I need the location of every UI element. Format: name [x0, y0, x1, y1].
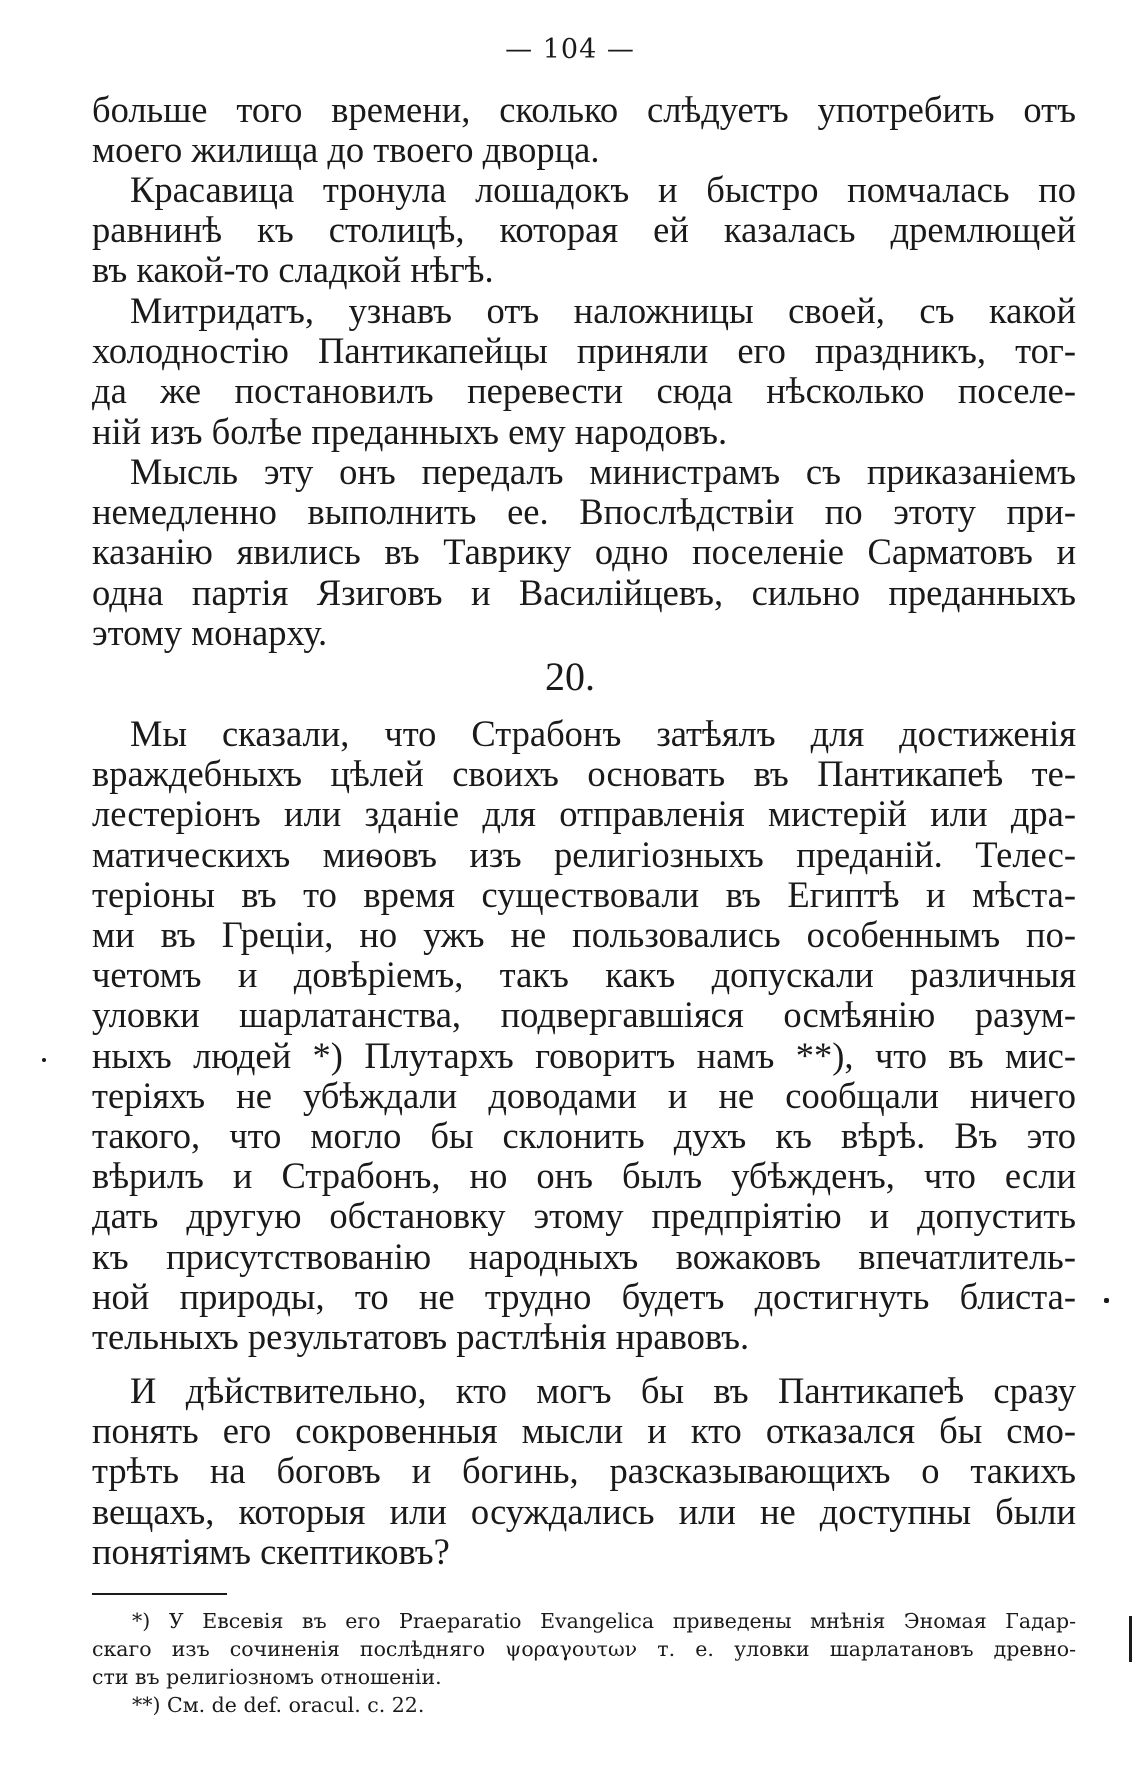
- text-line: И дѣйствительно, кто могъ бы въ Пантикапеѣ сразу: [130, 1370, 1076, 1411]
- text-line: Митридатъ, узнавъ отъ наложницы своей, съ какой: [130, 290, 1076, 331]
- text-line: ній изъ болѣе преданныхъ ему народовъ.: [92, 410, 728, 452]
- text-line: ныхъ людей *) Плутархъ говоритъ намъ **), что въ мис-: [92, 1034, 1076, 1076]
- footnote-line: *) У Евсевія въ его Praeparatio Evangelica приведены мнѣнія Эномая Гадар-: [132, 1609, 1076, 1633]
- text-line: холодностію Пантикапейцы приняли его праздникъ, тог-: [92, 330, 1076, 372]
- scan-speck: [42, 1058, 46, 1062]
- text-line: этому монарху.: [92, 611, 328, 653]
- footnote-line: **) См. de def. oracul. c. 22.: [132, 1693, 425, 1717]
- text-line: трѣть на боговъ и богинь, разсказывающихъ о такихъ: [92, 1450, 1076, 1492]
- scan-speck: [1104, 1298, 1109, 1303]
- text-line: Мы сказали, что Страбонъ затѣялъ для достиженія: [130, 713, 1076, 754]
- text-line: такого, что могло бы склонить духъ къ вѣрѣ. Въ это: [92, 1115, 1076, 1157]
- text-line: уловки шарлатанства, подвергавшіяся осмѣянію разум-: [92, 994, 1076, 1036]
- page-number: — 104 —: [505, 34, 635, 65]
- text-line: матическихъ миѳовъ изъ религіозныхъ преданій. Телес-: [92, 833, 1076, 875]
- paragraph-3: [92, 291, 1076, 452]
- text-line: немедленно выполнить ее. Впослѣдствіи по этоту при-: [92, 491, 1076, 533]
- footnote-divider: [92, 1593, 227, 1595]
- text-line: теріоны въ то время существовали въ Египтѣ и мѣста-: [92, 873, 1076, 915]
- text-line: дать другую обстановку этому предпріятію и допустить: [92, 1195, 1076, 1237]
- text-line: тельныхъ результатовъ растлѣнія нравовъ.: [92, 1316, 750, 1358]
- footnote-line: сти въ религіозномъ отношеніи.: [92, 1665, 442, 1689]
- text-line: понять его сокровенныя мысли и кто отказался бы смо-: [92, 1410, 1076, 1452]
- text-line: вещахъ, которыя или осуждались или не доступны были: [92, 1490, 1076, 1532]
- section-paragraph-2: [92, 1371, 1076, 1572]
- text-line: лестеріонъ или зданіе для отправленія мистерій или дра-: [92, 793, 1076, 835]
- text-line: ми въ Греціи, но ужъ не пользовались особеннымъ по-: [92, 914, 1076, 956]
- text-line: теріяхъ не убѣждали доводами и не сообщали ничего: [92, 1074, 1076, 1116]
- text-line: вѣрилъ и Страбонъ, но онъ былъ убѣжденъ, что если: [92, 1155, 1076, 1197]
- text-line: да же постановилъ перевести сюда нѣсколько поселе-: [92, 370, 1076, 412]
- text-line: ной природы, то не трудно будетъ достигнуть блиста-: [92, 1275, 1076, 1317]
- section-number: 20.: [545, 654, 595, 699]
- section-paragraph-1: [92, 714, 1076, 1357]
- footnote-line: скаго изъ сочиненія послѣдняго ψοραγουτων т. е. уловки шарлатановъ древно-: [92, 1637, 1076, 1661]
- scan-edge-mark: [1129, 1616, 1132, 1662]
- text-line: понятіямъ скептиковъ?: [92, 1530, 450, 1572]
- text-line: моего жилища до твоего дворца.: [92, 129, 600, 171]
- text-line: казанію явились въ Таврику одно поселеніе Сарматовъ и: [92, 531, 1076, 573]
- text-line: въ какой-то сладкой нѣгѣ.: [92, 249, 494, 291]
- text-line: Мысль эту онъ передалъ министрамъ съ приказаніемъ: [130, 451, 1076, 492]
- text-line: четомъ и довѣріемъ, такъ какъ допускали различныя: [92, 954, 1076, 996]
- paragraph-2: [92, 170, 1076, 291]
- paragraph-1: [92, 90, 1076, 170]
- text-line: Красавица тронула лошадокъ и быстро помчалась по: [130, 169, 1076, 210]
- text-line: равнинѣ къ столицѣ, которая ей казалась дремлющей: [92, 209, 1076, 251]
- text-line: къ присутствованію народныхъ вожаковъ впечатлитель-: [92, 1235, 1076, 1277]
- text-line: больше того времени, сколько слѣдуетъ употребить отъ: [92, 89, 1076, 130]
- text-line: враждебныхъ цѣлей своихъ основать въ Пантикапеѣ те-: [92, 753, 1076, 795]
- text-line: одна партія Язиговъ и Василійцевъ, сильно преданныхъ: [92, 571, 1076, 613]
- footnotes: [92, 1607, 1076, 1719]
- paragraph-4: [92, 452, 1076, 653]
